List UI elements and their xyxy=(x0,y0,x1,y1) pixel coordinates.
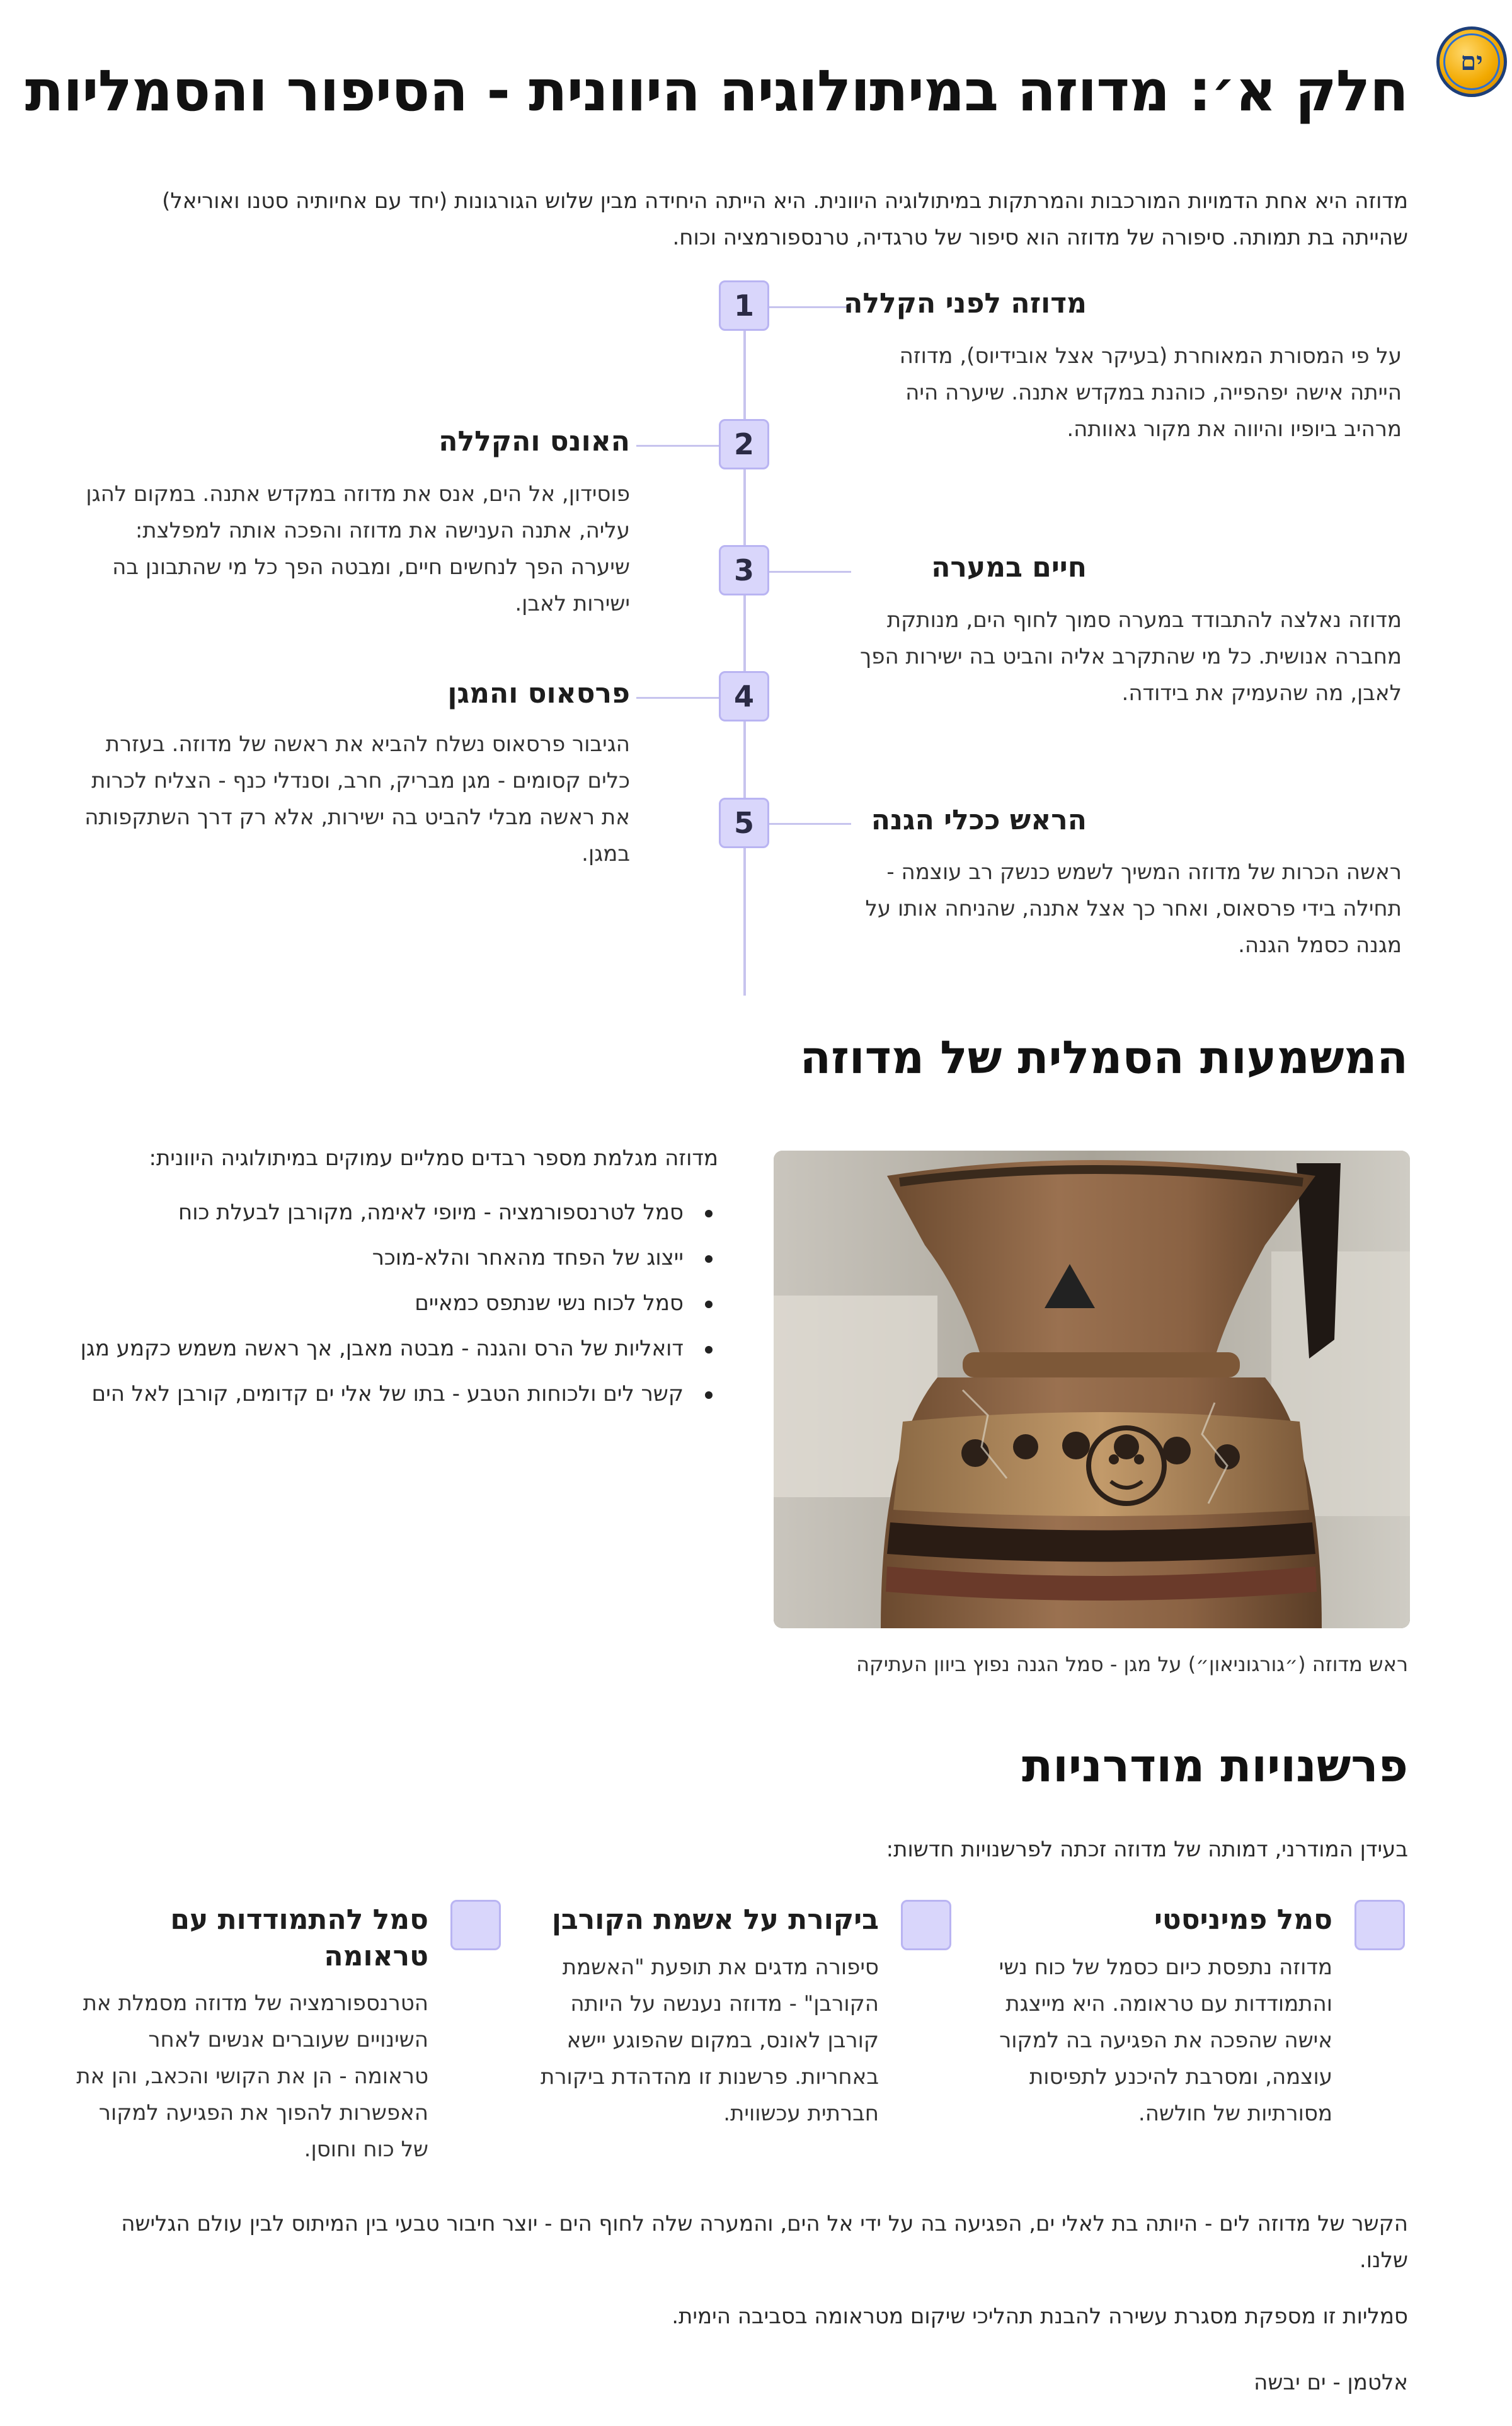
symbolic-intro: מדוזה מגלמת מספר רבדים סמליים עמוקים במיתולוגיה היוונית: xyxy=(149,1146,718,1171)
card-title-trauma: סמל להתמודדות עם טראומה xyxy=(170,1904,428,1972)
timeline-body-3: מדוזה נאלצה להתבודד במערה סמוך לחוף הים, מנותקת מחברה אנושית. כל מי שהתקרב אליה והביט בה ישירות הפך לאבן, מה שהעמיק את בידודה. xyxy=(859,607,1402,706)
timeline-badge-2: 2 xyxy=(719,419,769,469)
timeline-connector xyxy=(769,571,851,573)
intro-paragraph: מדוזה היא אחת הדמויות המורכבות והמרתקות במיתולוגיה היוונית. היא הייתה היחידה מבין שלוש הגורגונות (יחד עם אחיותיה סטנו ואוריאל) שהייתה בת תמותה. סיפורה של מדוזה הוא סיפור של טרגדיה, טרנספורמציה וכוח. xyxy=(162,188,1408,250)
timeline-title-3: חיים במערה xyxy=(931,551,1087,584)
card-body-feminist: מדוזה נתפסת כיום כסמל של כוח נשי והתמודדות עם טראומה. היא מייצגת אישה שהפכה את הפגיעה בה למקור עוצמה, ומסרבת להיכנע לתפיסות מסורתיות של חולשה. xyxy=(999,1955,1332,2126)
card-icon-square xyxy=(901,1900,951,1950)
card-body-victim-blame: סיפורה מדגים את תופעת "האשמת הקורבן" - מדוזה נענשה על היותה קורבן לאונס, במקום שהפוגע יישא באחריות. פרשנות זו מהדהדת ביקורת חברתית עכשווית. xyxy=(541,1955,879,2126)
list-item: קשר לים ולכוחות הטבע - בתו של אלי ים קדומים, קורבן לאל הים xyxy=(54,1376,684,1412)
card-body-trauma: הטרנספורמציה של מדוזה מסמלת את השינויים שעוברים אנשים לאחר טראומה - הן את הקושי והכאב, והן את האפשרות להפוך את הפגיעה למקור של כוח וחוסן. xyxy=(76,1991,428,2162)
card-title-feminist: סמל פמיניסטי xyxy=(1154,1904,1332,1936)
closing-paragraph-sea: הקשר של מדוזה לים - היותה בת לאלי ים, הפגיעה בה על ידי אל הים, והמערה שלה לחוף הים - יוצר חיבור טבעי בין המיתוס לבין עולם הגלישה שלנו. xyxy=(121,2211,1408,2273)
timeline-body-4: הגיבור פרסאוס נשלח להביא את ראשה של מדוזה. בעזרת כלים קסומים - מגן מבריק, חרב, וסנדלי כנף - הצליח לכרות את ראשה מבלי להביט בה ישירות, אלא רק דרך השתקפותה במגן. xyxy=(84,732,630,866)
timeline-body-1: על פי המסורת המאוחרת (בעיקר אצל אובידיוס), מדוזה הייתה אישה יפהפייה, כוהנת במקדש אתנה. שיערה היה מרהיב ביופיו והיווה את מקור גאוותה. xyxy=(899,343,1402,442)
timeline-connector xyxy=(769,306,851,308)
list-item: ייצוג של הפחד מהאחר והלא-מוכר xyxy=(54,1239,684,1276)
modern-intro: בעידן המודרני, דמותה של מדוזה זכתה לפרשנויות חדשות: xyxy=(886,1837,1408,1862)
closing-paragraph-rehab: סמליות זו מספקת מסגרת עשירה להבנת תהליכי שיקום מטראומה בסביבה הימית. xyxy=(672,2304,1408,2329)
timeline-title-1: מדוזה לפני הקללה xyxy=(844,287,1087,319)
timeline-title-4: פרסאוס והמגן xyxy=(447,677,630,710)
timeline-title-5: הראש ככלי הגנה xyxy=(871,804,1087,836)
timeline-connector xyxy=(636,697,719,699)
list-item: סמל לטרנספורמציה - מיופי לאימה, מקורבן לבעלת כוח xyxy=(54,1194,684,1231)
timeline-axis xyxy=(743,284,746,996)
gorgoneion-vase-photo xyxy=(774,1151,1410,1628)
list-item: דואליות של הרס והגנה - מבטה מאבן, אך ראשה משמש כקמע מגן xyxy=(54,1330,684,1367)
card-icon-square xyxy=(450,1900,501,1950)
timeline-badge-3: 3 xyxy=(719,545,769,595)
image-caption: ראש מדוזה (״גורגוניאון״) על מגן - סמל הגנה נפוץ ביוון העתיקה xyxy=(856,1652,1408,1676)
timeline-badge-4: 4 xyxy=(719,671,769,721)
timeline-title-2: האונס והקללה xyxy=(438,425,630,457)
timeline-body-5: ראשה הכרות של מדוזה המשיך לשמש כנשק רב עוצמה - תחילה בידי פרסאוס, ואחר כך אצל אתנה, שהניחה אותו על מגנה כסמל הגנה. xyxy=(865,859,1402,958)
timeline-connector xyxy=(636,445,719,447)
symbolic-list xyxy=(54,1194,715,1421)
list-item: סמל לכוח נשי שנתפס כמאיים xyxy=(54,1285,684,1321)
section-heading-symbolic: המשמעות הסמלית של מדוזה xyxy=(799,1031,1408,1084)
timeline-badge-5: 5 xyxy=(719,798,769,848)
brand-logo: ים xyxy=(1436,26,1507,97)
section-heading-modern: פרשנויות מודרניות xyxy=(1021,1739,1408,1792)
timeline-body-2: פוסידון, אל הים, אנס את מדוזה במקדש אתנה. במקום להגן עליה, אתנה הענישה את מדוזה והפכה אותה למפלצת: שיערה הפך לנחשים חיים, ומבטה הפך כל מי שהתבונן בה ישירות לאבן. xyxy=(86,481,630,616)
page-title: חלק א׳: מדוזה במיתולוגיה היוונית - הסיפור והסמליות xyxy=(25,58,1408,124)
timeline-badge-1: 1 xyxy=(719,280,769,331)
signature: אלטמן - ים יבשה xyxy=(1254,2370,1408,2395)
timeline-connector xyxy=(769,823,851,825)
card-icon-square xyxy=(1354,1900,1405,1950)
card-title-victim-blame: ביקורת על אשמת הקורבן xyxy=(551,1904,879,1936)
